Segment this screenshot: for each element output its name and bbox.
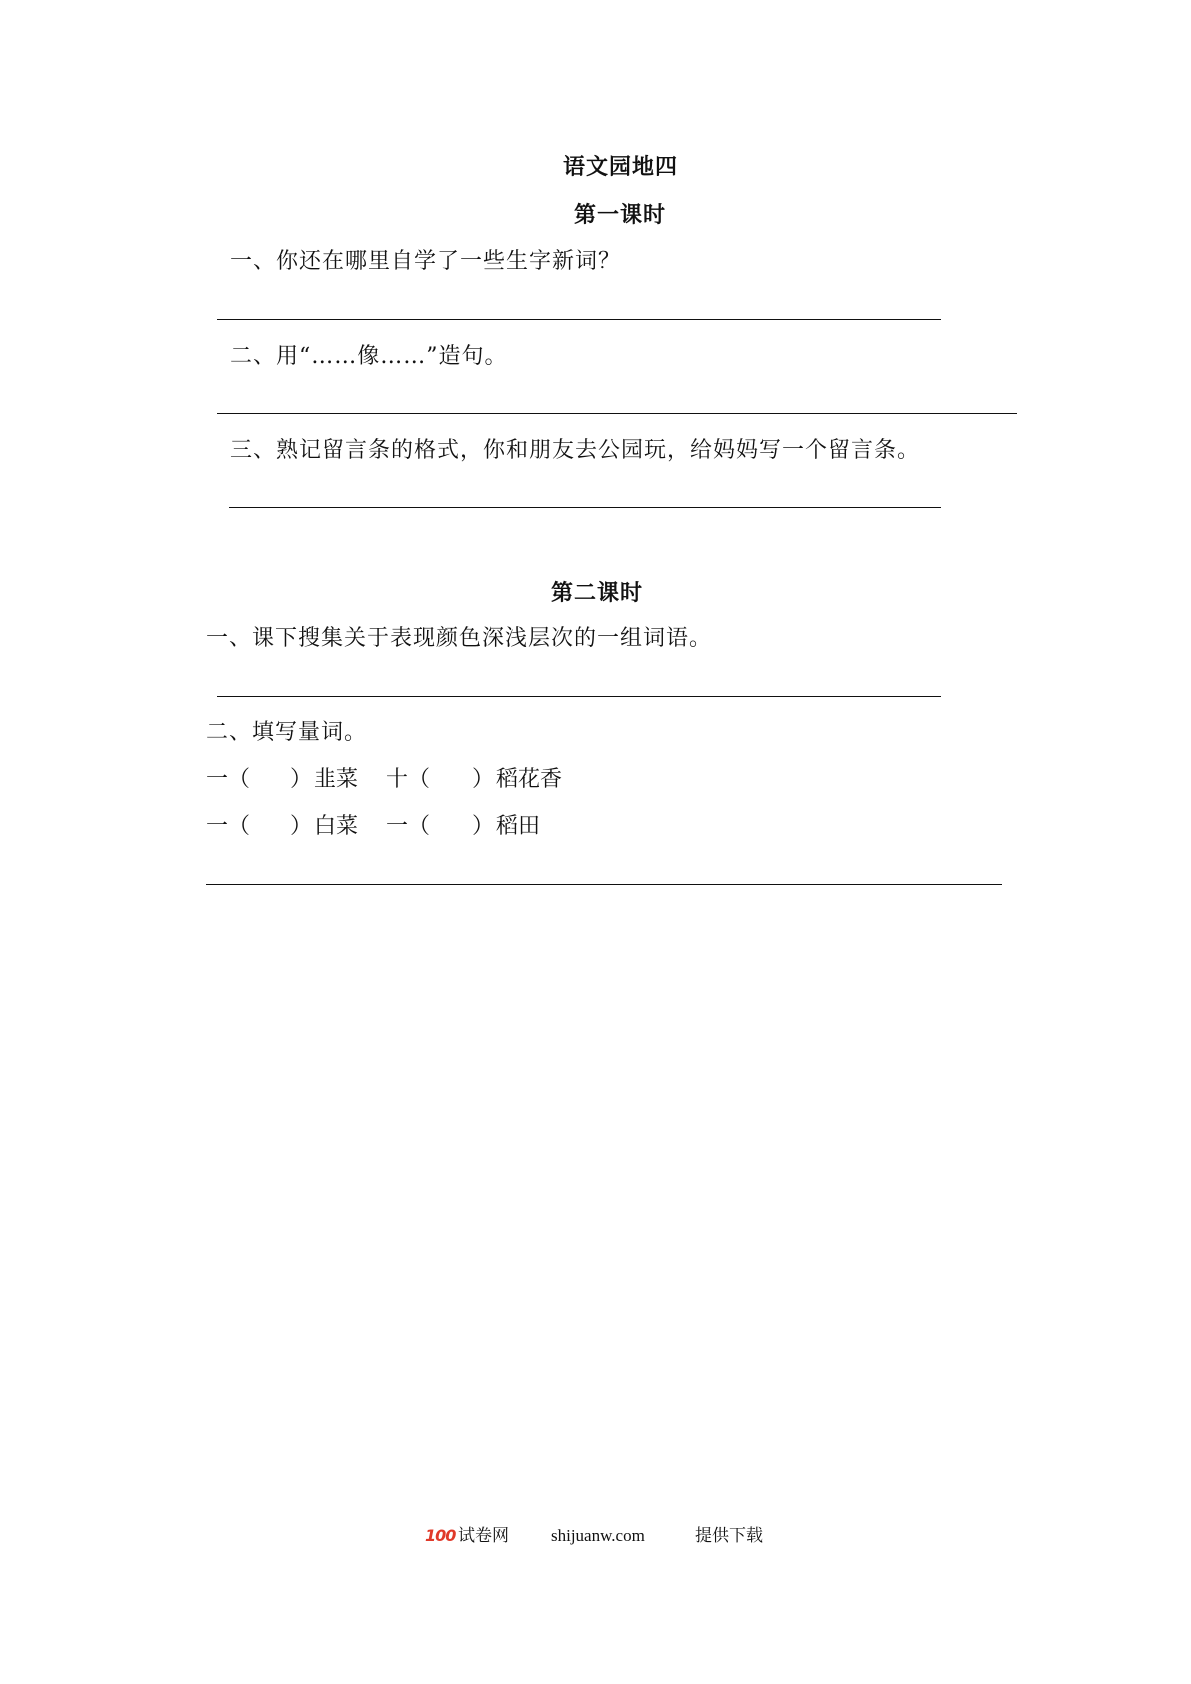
download-note: 提供下载 <box>695 1526 763 1546</box>
answer-line[interactable] <box>206 884 1002 885</box>
measure-word-row <box>206 812 706 842</box>
lesson-1-heading: 第一课时 <box>574 202 667 228</box>
site-url[interactable]: shijuanw.com <box>551 1526 645 1545</box>
blank-close: ） <box>472 814 495 839</box>
page-title: 语文园地四 <box>563 154 679 180</box>
answer-line[interactable] <box>217 319 941 320</box>
measure-noun: 白菜 <box>314 814 359 839</box>
measure-noun: 稻田 <box>496 814 541 839</box>
answer-line[interactable] <box>229 507 941 508</box>
measure-word-row <box>206 765 706 795</box>
blank-prefix: 一（ <box>206 767 251 792</box>
blank-close: ） <box>290 814 313 839</box>
measure-noun: 韭菜 <box>314 767 359 792</box>
site-logo: 100 <box>425 1526 456 1545</box>
answer-line[interactable] <box>217 696 941 697</box>
blank-prefix: 一（ <box>206 814 251 839</box>
blank-prefix: 一（ <box>386 814 431 839</box>
lesson-2-question-2: 二、填写量词。 <box>206 720 368 745</box>
blank-prefix: 十（ <box>386 767 431 792</box>
lesson-1-question-3: 三、熟记留言条的格式，你和朋友去公园玩，给妈妈写一个留言条。 <box>230 438 921 463</box>
answer-line[interactable] <box>217 413 1017 414</box>
site-name: 试卷网 <box>458 1526 509 1546</box>
lesson-1-question-2: 二、用“……像……”造句。 <box>230 344 508 369</box>
footer <box>423 1524 783 1548</box>
lesson-2-heading: 第二课时 <box>551 580 644 606</box>
lesson-2-question-1: 一、课下搜集关于表现颜色深浅层次的一组词语。 <box>206 626 713 651</box>
blank-close: ） <box>290 767 313 792</box>
lesson-1-question-1: 一、你还在哪里自学了一些生字新词？ <box>230 249 622 274</box>
blank-close: ） <box>472 767 495 792</box>
measure-noun: 稻花香 <box>496 767 563 792</box>
